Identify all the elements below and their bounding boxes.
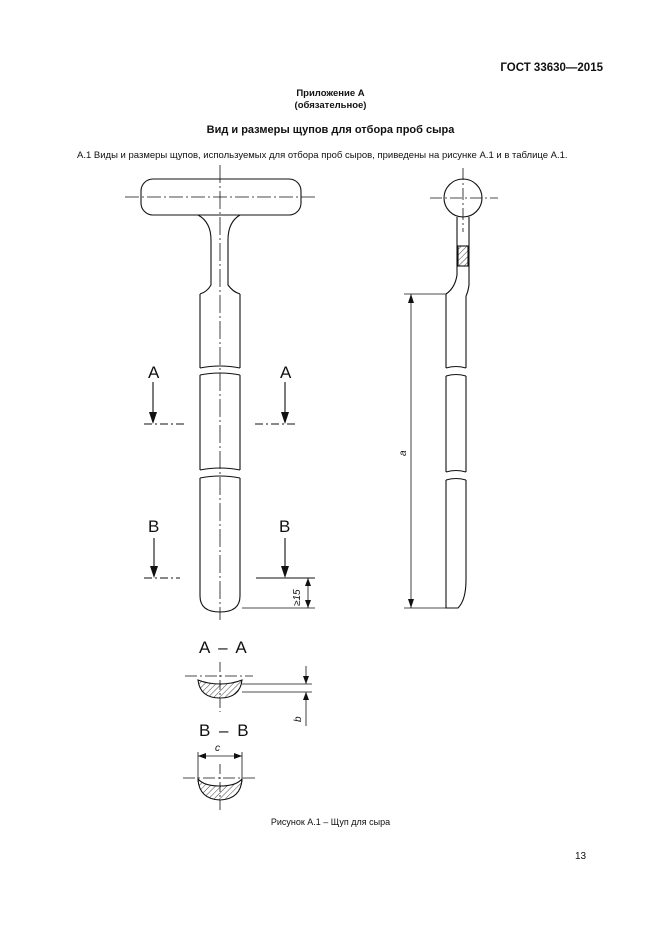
dim-a-label: a xyxy=(398,450,409,456)
side-break-1-lower xyxy=(446,375,466,377)
neck-left xyxy=(198,215,211,294)
section-aa-title: A – A xyxy=(199,638,249,657)
side-shaft-lower xyxy=(446,480,466,608)
dim-c-arrow-left xyxy=(198,753,206,759)
annex-status: (обязательное) xyxy=(294,100,367,111)
side-shaft-middle xyxy=(446,376,466,472)
annex-title: Приложение А xyxy=(296,88,365,99)
dim-b-label: b xyxy=(293,716,304,722)
paragraph-a1: А.1 Виды и размеры щупов, используемых для отбора проб сыров, приведены на рисунке А.1 и в таблице А.1. xyxy=(77,150,568,161)
dim-b-arrow-bottom xyxy=(303,692,309,700)
section-b-left-label: B xyxy=(148,517,160,536)
side-shaft-upper xyxy=(446,294,466,368)
section-b-right-label: B xyxy=(279,517,291,536)
dim-15-label: ≥15 xyxy=(292,589,303,606)
section-a-right-label: A xyxy=(280,363,292,382)
dim-c-label: c xyxy=(215,743,220,754)
dim-a-arrow-top xyxy=(408,294,414,303)
section-bb-title: B – B xyxy=(199,721,251,740)
dim-a-arrow-bottom xyxy=(408,599,414,608)
side-break-2-upper xyxy=(446,471,466,473)
side-hatch xyxy=(458,246,468,266)
dim-c-arrow-right xyxy=(234,753,242,759)
section-title: Вид и размеры щупов для отбора проб сыра xyxy=(206,124,455,136)
figure-caption: Рисунок А.1 – Щуп для сыра xyxy=(270,817,391,827)
front-view xyxy=(125,165,318,620)
side-neck-left xyxy=(446,217,457,294)
dim-b-arrow-top xyxy=(303,676,309,684)
side-break-1-upper xyxy=(446,367,466,369)
section-a-right-arrowhead xyxy=(281,412,289,424)
dim-15-arrow-top xyxy=(305,578,311,586)
side-break-2-lower xyxy=(446,479,466,481)
side-view xyxy=(404,168,498,608)
section-b-right-arrowhead xyxy=(281,566,289,578)
section-bb xyxy=(183,752,258,812)
section-a-left-arrowhead xyxy=(149,412,157,424)
break-1-upper xyxy=(200,366,240,368)
standard-number: ГОСТ 33630—2015 xyxy=(500,62,603,74)
section-b-left-arrowhead xyxy=(150,566,158,578)
page-number: 13 xyxy=(575,851,587,862)
neck-right xyxy=(228,215,240,294)
section-aa xyxy=(185,662,312,726)
dim-15-arrow-bottom xyxy=(305,600,311,608)
section-a-left-label: A xyxy=(148,363,160,382)
